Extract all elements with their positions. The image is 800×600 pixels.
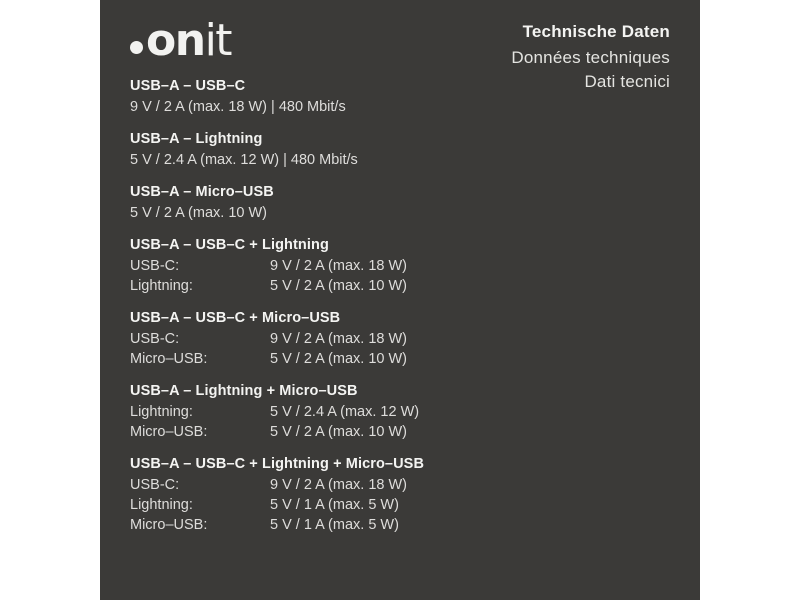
spec-value: 5 V / 2 A (max. 10 W) [130, 205, 267, 221]
spec-group-title: USB–A – Micro–USB [130, 184, 274, 200]
brand-logo [130, 15, 232, 66]
spec-row [130, 203, 680, 223]
brand-name-bold: on [146, 15, 205, 66]
spec-value: 5 V / 1 A (max. 5 W) [270, 517, 399, 533]
spec-value: 5 V / 1 A (max. 5 W) [270, 497, 399, 513]
spec-group-title: USB–A – USB–C [130, 78, 246, 94]
title-de: Technische Daten [522, 22, 670, 41]
spec-value: 5 V / 2.4 A (max. 12 W) | 480 Mbit/s [130, 152, 358, 168]
spec-group-title: USB–A – USB–C + Micro–USB [130, 310, 341, 326]
spec-group [130, 456, 680, 535]
spec-label: USB-C: [130, 331, 180, 347]
spec-value: 5 V / 2 A (max. 10 W) [270, 278, 407, 294]
spec-group-title: USB–A – USB–C + Lightning [130, 237, 329, 253]
spec-group [130, 131, 680, 170]
spec-row [130, 402, 680, 422]
spec-value: 5 V / 2 A (max. 10 W) [270, 351, 407, 367]
spec-row [130, 515, 680, 535]
spec-value: 9 V / 2 A (max. 18 W) [270, 477, 407, 493]
spec-group-title: USB–A – Lightning [130, 131, 263, 147]
spec-row [130, 97, 680, 117]
spec-value: 9 V / 2 A (max. 18 W) [270, 258, 407, 274]
spec-label: Micro–USB: [130, 351, 208, 367]
spec-row [130, 495, 680, 515]
title-it: Dati tecnici [584, 72, 670, 91]
spec-value: 5 V / 2.4 A (max. 12 W) [270, 404, 420, 420]
spec-group-title: USB–A – Lightning + Micro–USB [130, 383, 358, 399]
spec-group [130, 383, 680, 442]
spec-group-title: USB–A – USB–C + Lightning + Micro–USB [130, 456, 425, 472]
spec-group [130, 184, 680, 223]
spec-sheet-panel [100, 0, 700, 600]
spec-label: Micro–USB: [130, 424, 208, 440]
spec-label: USB-C: [130, 258, 180, 274]
spec-value: 9 V / 2 A (max. 18 W) [270, 331, 407, 347]
spec-row [130, 349, 680, 369]
spec-list [130, 78, 680, 549]
spec-row [130, 475, 680, 495]
spec-group [130, 78, 680, 117]
spec-value: 5 V / 2 A (max. 10 W) [270, 424, 407, 440]
spec-group [130, 237, 680, 296]
spec-label: USB-C: [130, 477, 180, 493]
brand-logo-text [146, 15, 232, 66]
brand-name-thin: it [204, 15, 232, 66]
spec-label: Lightning: [130, 278, 193, 294]
spec-group [130, 310, 680, 369]
spec-row [130, 329, 680, 349]
spec-label: Lightning: [130, 404, 193, 420]
spec-label: Lightning: [130, 497, 193, 513]
spec-row [130, 276, 680, 296]
spec-label: Micro–USB: [130, 517, 208, 533]
spec-row [130, 256, 680, 276]
spec-row [130, 422, 680, 442]
spec-value: 9 V / 2 A (max. 18 W) | 480 Mbit/s [130, 99, 346, 115]
dot-icon [130, 41, 143, 54]
title-fr: Données techniques [511, 48, 670, 67]
spec-row [130, 150, 680, 170]
